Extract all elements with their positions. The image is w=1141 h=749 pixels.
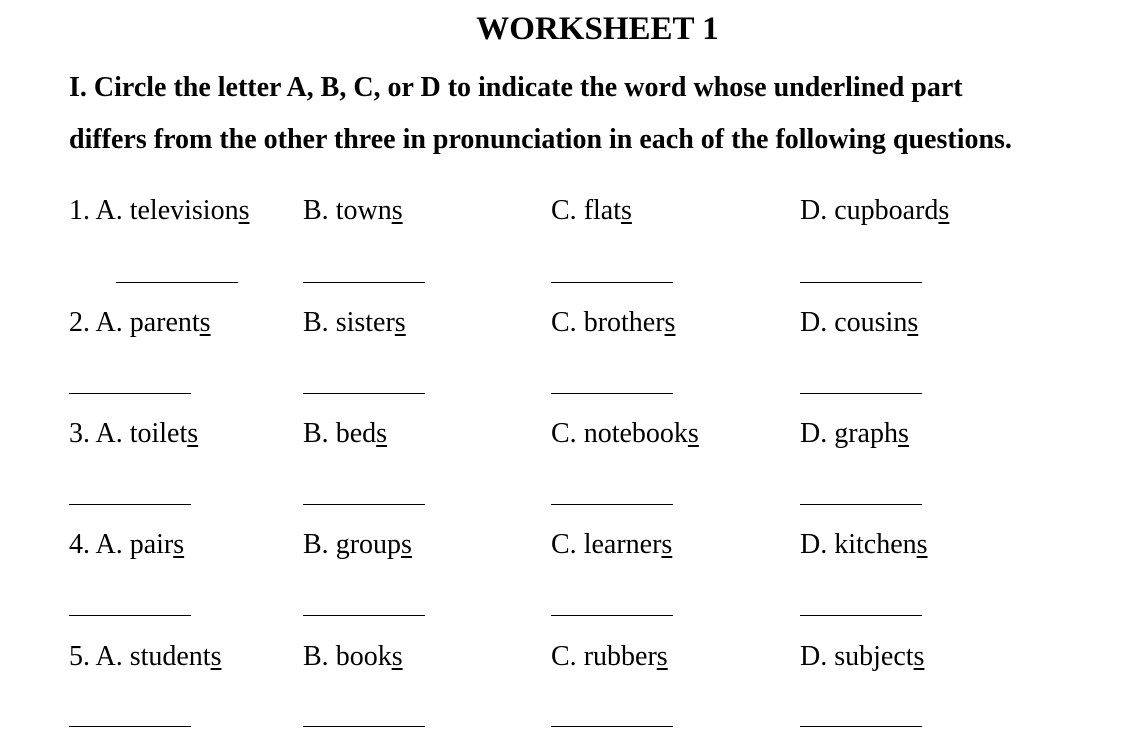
question-2-option-b[interactable] xyxy=(303,306,406,340)
answer-blank-2d[interactable] xyxy=(800,393,922,395)
question-2-option-c[interactable] xyxy=(551,306,675,340)
option-underlined-part: s xyxy=(210,641,222,672)
option-letter: D. xyxy=(800,641,828,672)
option-word-stem: flat xyxy=(583,195,621,226)
answer-blank-1d[interactable] xyxy=(800,282,922,284)
option-underlined-part: s xyxy=(376,418,388,449)
option-underlined-part: s xyxy=(238,195,250,226)
answer-blank-4b[interactable] xyxy=(303,615,425,617)
answer-blank-3b[interactable] xyxy=(303,504,425,506)
answer-blank-3c[interactable] xyxy=(551,504,673,506)
option-underlined-part: s xyxy=(391,641,403,672)
option-underlined-part: s xyxy=(621,195,632,226)
option-letter: A. xyxy=(95,195,123,226)
option-word-stem: group xyxy=(335,529,402,560)
option-letter: D. xyxy=(800,529,828,560)
option-word-stem: book xyxy=(335,641,392,672)
question-4-option-d[interactable] xyxy=(800,528,928,562)
option-underlined-part: s xyxy=(898,418,909,449)
option-underlined-part: s xyxy=(916,529,928,560)
option-word-stem: notebook xyxy=(583,418,688,449)
question-1-option-b[interactable] xyxy=(303,194,403,228)
option-letter: D. xyxy=(800,195,828,226)
option-word-stem: pair xyxy=(129,529,174,560)
option-word-stem: brother xyxy=(583,307,665,338)
option-underlined-part: s xyxy=(656,641,668,672)
question-3-option-d[interactable] xyxy=(800,417,909,451)
answer-blank-2b[interactable] xyxy=(303,393,425,395)
option-letter: B. xyxy=(303,195,329,226)
worksheet-title: WORKSHEET 1 xyxy=(476,11,719,47)
option-word-stem: graph xyxy=(834,418,898,449)
question-4-option-a[interactable] xyxy=(69,528,184,562)
option-underlined-part: s xyxy=(401,529,412,560)
option-underlined-part: s xyxy=(687,418,699,449)
answer-blank-4a[interactable] xyxy=(69,615,191,617)
question-number: 5. xyxy=(69,641,90,672)
option-letter: C. xyxy=(551,195,577,226)
answer-blank-5d[interactable] xyxy=(800,726,922,728)
option-underlined-part: s xyxy=(938,195,950,226)
option-word-stem: television xyxy=(129,195,239,226)
option-letter: C. xyxy=(551,529,577,560)
question-1-option-c[interactable] xyxy=(551,194,632,228)
option-word-stem: learner xyxy=(583,529,662,560)
option-letter: C. xyxy=(551,641,577,672)
question-5-option-c[interactable] xyxy=(551,640,668,674)
question-2-option-d[interactable] xyxy=(800,306,918,340)
option-word-stem: student xyxy=(129,641,211,672)
option-underlined-part: s xyxy=(391,195,403,226)
option-word-stem: town xyxy=(335,195,392,226)
option-word-stem: toilet xyxy=(129,418,188,449)
question-1-option-a[interactable] xyxy=(69,194,249,228)
option-letter: B. xyxy=(303,418,329,449)
option-word-stem: rubber xyxy=(583,641,657,672)
option-letter: C. xyxy=(551,307,577,338)
option-underlined-part: s xyxy=(907,307,919,338)
option-letter: D. xyxy=(800,418,828,449)
option-underlined-part: s xyxy=(173,529,185,560)
option-underlined-part: s xyxy=(187,418,199,449)
answer-blank-3d[interactable] xyxy=(800,504,922,506)
option-letter: A. xyxy=(95,307,123,338)
option-letter: B. xyxy=(303,641,329,672)
instruction-line-2: differs from the other three in pronunciation in each of the following questions. xyxy=(69,124,1012,155)
option-letter: B. xyxy=(303,529,329,560)
answer-blank-4c[interactable] xyxy=(551,615,673,617)
option-word-stem: parent xyxy=(129,307,200,338)
option-word-stem: kitchen xyxy=(834,529,917,560)
option-letter: A. xyxy=(95,641,123,672)
answer-blank-2a[interactable] xyxy=(69,393,191,395)
option-underlined-part: s xyxy=(661,529,673,560)
question-4-option-c[interactable] xyxy=(551,528,672,562)
option-underlined-part: s xyxy=(664,307,676,338)
option-underlined-part: s xyxy=(199,307,211,338)
option-word-stem: bed xyxy=(335,418,377,449)
question-3-option-b[interactable] xyxy=(303,417,387,451)
option-letter: B. xyxy=(303,307,329,338)
answer-blank-1a[interactable] xyxy=(116,282,238,284)
question-5-option-a[interactable] xyxy=(69,640,222,674)
option-word-stem: subject xyxy=(834,641,914,672)
question-number: 1. xyxy=(69,195,90,226)
question-number: 3. xyxy=(69,418,90,449)
option-word-stem: cupboard xyxy=(834,195,939,226)
option-word-stem: cousin xyxy=(834,307,908,338)
answer-blank-1b[interactable] xyxy=(303,282,425,284)
question-4-option-b[interactable] xyxy=(303,528,412,562)
question-number: 4. xyxy=(69,529,90,560)
answer-blank-3a[interactable] xyxy=(69,504,191,506)
question-2-option-a[interactable] xyxy=(69,306,211,340)
answer-blank-5a[interactable] xyxy=(69,726,191,728)
option-letter: A. xyxy=(95,418,123,449)
option-letter: D. xyxy=(800,307,828,338)
question-3-option-c[interactable] xyxy=(551,417,699,451)
question-5-option-d[interactable] xyxy=(800,640,924,674)
question-5-option-b[interactable] xyxy=(303,640,403,674)
answer-blank-2c[interactable] xyxy=(551,393,673,395)
instruction-line-1: I. Circle the letter A, B, C, or D to indicate the word whose underlined part xyxy=(69,72,963,103)
option-underlined-part: s xyxy=(394,307,406,338)
option-underlined-part: s xyxy=(913,641,925,672)
question-3-option-a[interactable] xyxy=(69,417,198,451)
question-number: 2. xyxy=(69,307,90,338)
option-word-stem: sister xyxy=(335,307,395,338)
option-letter: A. xyxy=(95,529,123,560)
answer-blank-1c[interactable] xyxy=(551,282,673,284)
answer-blank-5b[interactable] xyxy=(303,726,425,728)
answer-blank-5c[interactable] xyxy=(551,726,673,728)
question-1-option-d[interactable] xyxy=(800,194,949,228)
answer-blank-4d[interactable] xyxy=(800,615,922,617)
option-letter: C. xyxy=(551,418,577,449)
